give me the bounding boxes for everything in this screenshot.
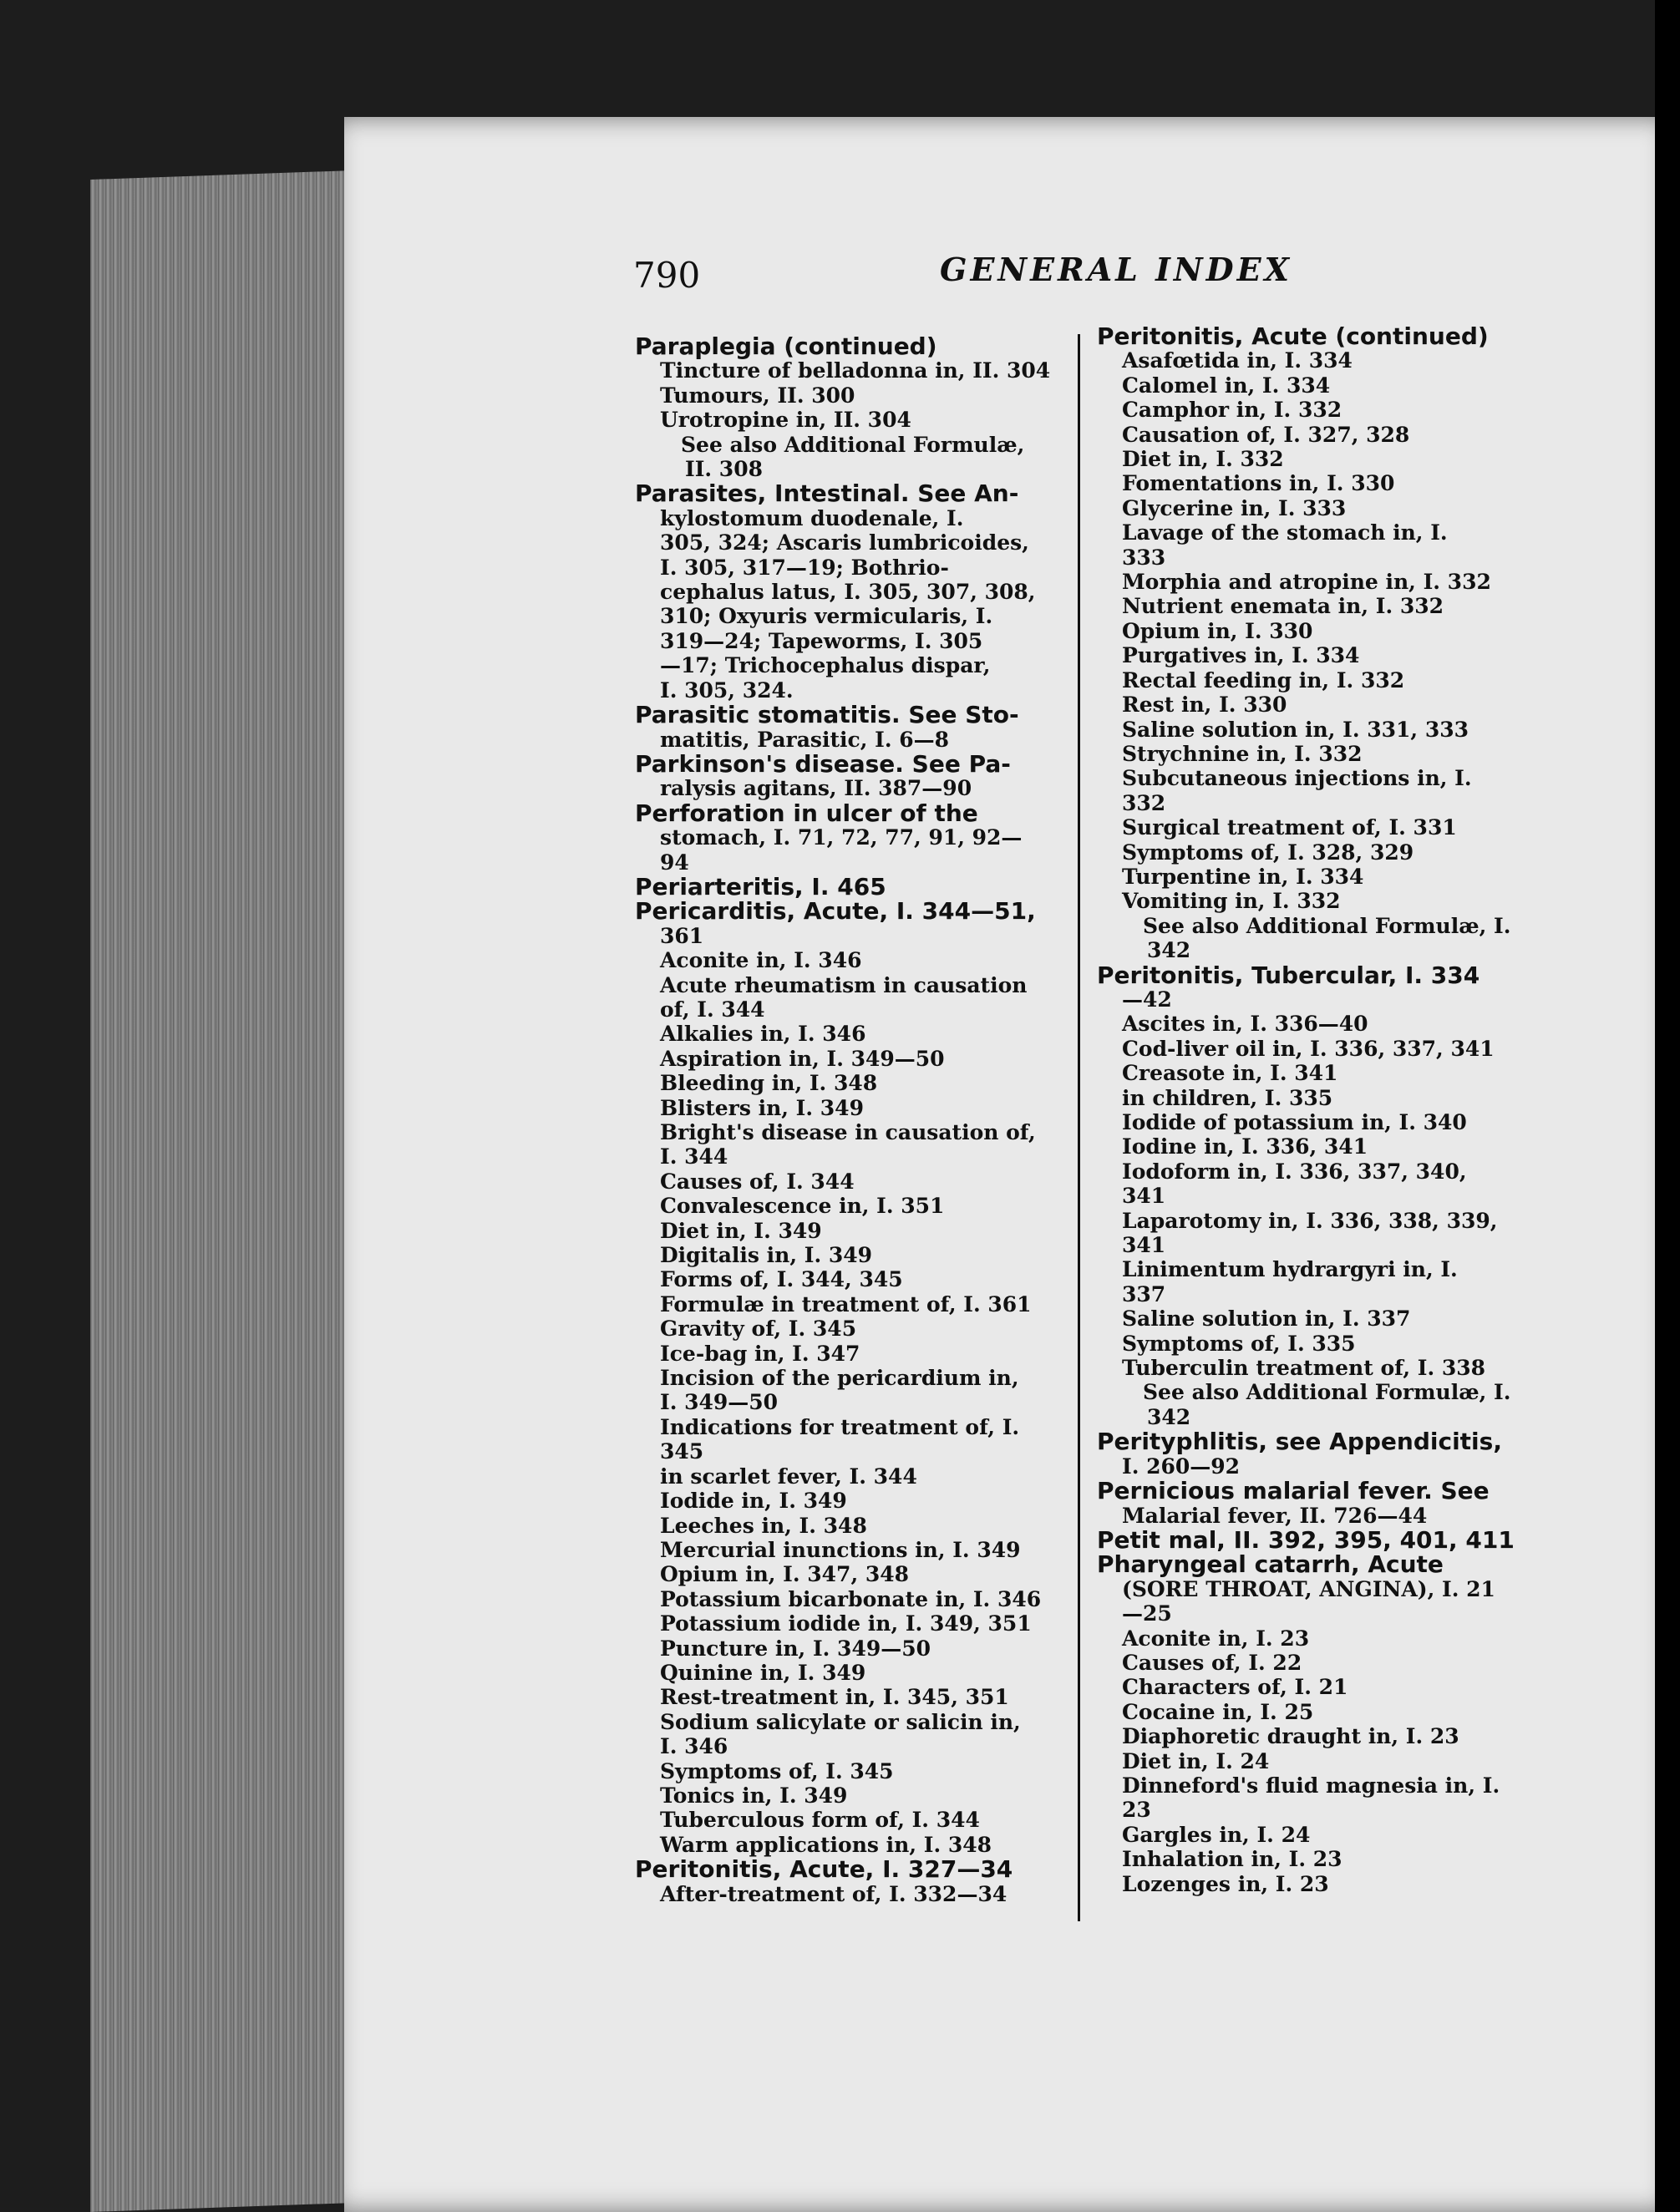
index-entry: Bleeding in, I. 348 <box>660 1071 878 1096</box>
index-entry: Potassium iodide in, I. 349, 351 <box>660 1611 1032 1636</box>
index-entry: Blisters in, I. 349 <box>660 1095 864 1120</box>
index-entry: Diet in, I. 349 <box>660 1218 822 1243</box>
index-entry: Diet in, I. 24 <box>1122 1748 1270 1773</box>
index-entry: 342 <box>1147 1404 1191 1429</box>
index-entry: 345 <box>660 1439 704 1464</box>
index-heading: Pharyngeal catarrh, Acute <box>1097 1550 1444 1579</box>
index-entry: Lozenges in, I. 23 <box>1122 1871 1329 1896</box>
index-entry: Calomel in, I. 334 <box>1122 373 1331 398</box>
index-heading: Periarteritis, I. 465 <box>635 872 886 901</box>
index-entry: 305, 324; Ascaris lumbricoides, <box>660 530 1029 556</box>
index-entry: Characters of, I. 21 <box>1122 1675 1348 1700</box>
index-entry: 337 <box>1122 1281 1166 1306</box>
index-heading: Peritonitis, Acute, I. 327—34 <box>635 1855 1013 1884</box>
index-heading: Pernicious malarial fever. See <box>1097 1477 1490 1505</box>
index-entry: matitis, Parasitic, I. 6—8 <box>660 727 950 752</box>
index-entry: Potassium bicarbonate in, I. 346 <box>660 1586 1042 1611</box>
index-entry: Puncture in, I. 349—50 <box>660 1636 931 1661</box>
index-heading: Pericarditis, Acute, I. 344—51, <box>635 897 1036 926</box>
index-entry: Gargles in, I. 24 <box>1122 1822 1311 1847</box>
index-entry: 361 <box>660 923 704 948</box>
left-index-column <box>635 334 1086 1906</box>
index-entry: Aconite in, I. 23 <box>1122 1626 1310 1651</box>
index-entry: 23 <box>1122 1798 1151 1823</box>
index-entry: 332 <box>1122 790 1166 815</box>
index-entry: I. 260—92 <box>1122 1454 1241 1479</box>
index-entry: Cocaine in, I. 25 <box>1122 1699 1314 1724</box>
index-entry: I. 349—50 <box>660 1390 779 1415</box>
index-entry: Digitalis in, I. 349 <box>660 1243 873 1268</box>
running-head: GENERAL INDEX <box>940 251 1293 288</box>
column-divider <box>1078 334 1080 1921</box>
index-entry: I. 305, 324. <box>660 677 794 703</box>
index-entry: Tonics in, I. 349 <box>660 1783 848 1808</box>
index-entry: Strychnine in, I. 332 <box>1122 741 1363 766</box>
index-entry: Convalescence in, I. 351 <box>660 1194 945 1219</box>
background-edge <box>1655 0 1680 2212</box>
index-entry: I. 305, 317—19; Bothrio- <box>660 555 949 580</box>
index-entry: 319—24; Tapeworms, I. 305 <box>660 628 983 653</box>
index-entry: Glycerine in, I. 333 <box>1122 495 1347 520</box>
index-entry: Surgical treatment of, I. 331 <box>1122 815 1457 840</box>
index-entry: II. 308 <box>685 457 763 482</box>
index-entry: Diaphoretic draught in, I. 23 <box>1122 1724 1459 1749</box>
index-entry: (SORE THROAT, ANGINA), I. 21 <box>1122 1576 1495 1601</box>
index-entry: Ice-bag in, I. 347 <box>660 1341 860 1366</box>
index-heading: Petit mal, II. 392, 395, 401, 411 <box>1097 1525 1515 1554</box>
index-entry: —17; Trichocephalus dispar, <box>660 653 991 678</box>
index-entry: Fomentations in, I. 330 <box>1122 471 1395 496</box>
index-entry: Gravity of, I. 345 <box>660 1317 857 1342</box>
index-entry: See also Additional Formulæ, <box>681 432 1025 457</box>
index-entry: Tumours, II. 300 <box>660 383 855 408</box>
index-entry: Sodium salicylate or salicin in, <box>660 1709 1021 1734</box>
index-entry: Iodoform in, I. 336, 337, 340, <box>1122 1159 1467 1184</box>
index-entry: Bright's disease in causation of, <box>660 1120 1036 1144</box>
index-entry: Symptoms of, I. 335 <box>1122 1331 1356 1356</box>
index-entry: Vomiting in, I. 332 <box>1122 889 1341 914</box>
index-entry: See also Additional Formulæ, I. <box>1143 913 1511 938</box>
index-entry: Cod-liver oil in, I. 336, 337, 341 <box>1122 1036 1495 1061</box>
index-heading: Peritonitis, Acute (continued) <box>1097 322 1489 350</box>
index-entry: Camphor in, I. 332 <box>1122 398 1342 423</box>
index-entry: Forms of, I. 344, 345 <box>660 1267 903 1292</box>
index-entry: Malarial fever, II. 726—44 <box>1122 1503 1428 1528</box>
index-entry: Saline solution in, I. 337 <box>1122 1306 1411 1332</box>
index-entry: Opium in, I. 330 <box>1122 618 1313 643</box>
index-entry: 333 <box>1122 545 1166 570</box>
index-entry: in scarlet fever, I. 344 <box>660 1464 917 1489</box>
index-entry: Iodine in, I. 336, 341 <box>1122 1134 1368 1159</box>
index-heading: Paraplegia (continued) <box>635 332 937 360</box>
index-entry: Leeches in, I. 348 <box>660 1513 867 1538</box>
index-entry: Quinine in, I. 349 <box>660 1660 866 1685</box>
index-entry: Iodide of potassium in, I. 340 <box>1122 1110 1467 1134</box>
index-entry: Symptoms of, I. 328, 329 <box>1122 840 1414 865</box>
index-entry: Subcutaneous injections in, I. <box>1122 766 1472 791</box>
index-entry: in children, I. 335 <box>1122 1085 1333 1110</box>
index-entry: Rest in, I. 330 <box>1122 693 1287 718</box>
index-entry: 94 <box>660 850 689 875</box>
index-entry: Causation of, I. 327, 328 <box>1122 422 1410 447</box>
index-entry: See also Additional Formulæ, I. <box>1143 1380 1511 1405</box>
index-entry: —25 <box>1122 1601 1172 1626</box>
index-entry: of, I. 344 <box>660 997 765 1022</box>
index-entry: Urotropine in, II. 304 <box>660 408 911 433</box>
index-entry: Diet in, I. 332 <box>1122 447 1284 472</box>
index-entry: Acute rheumatism in causation <box>660 972 1028 997</box>
index-entry: Indications for treatment of, I. <box>660 1414 1020 1439</box>
index-entry: Tincture of belladonna in, II. 304 <box>660 358 1051 383</box>
index-entry: Asafœtida in, I. 334 <box>1122 348 1353 373</box>
index-entry: Alkalies in, I. 346 <box>660 1022 866 1047</box>
index-entry: Dinneford's fluid magnesia in, I. <box>1122 1773 1500 1798</box>
index-heading: Parasitic stomatitis. See Sto- <box>635 701 1019 729</box>
index-heading: Peritonitis, Tubercular, I. 334 <box>1097 961 1480 989</box>
index-entry: Purgatives in, I. 334 <box>1122 643 1360 668</box>
index-entry: Creasote in, I. 341 <box>1122 1061 1338 1086</box>
index-entry: —42 <box>1122 987 1172 1012</box>
index-entry: Turpentine in, I. 334 <box>1122 864 1364 889</box>
index-entry: Tuberculous form of, I. 344 <box>660 1808 980 1833</box>
index-entry: Aconite in, I. 346 <box>660 948 862 973</box>
index-entry: ralysis agitans, II. 387—90 <box>660 776 972 801</box>
index-entry: Opium in, I. 347, 348 <box>660 1562 910 1587</box>
index-entry: Iodide in, I. 349 <box>660 1489 847 1514</box>
index-heading: Parasites, Intestinal. See An- <box>635 479 1019 508</box>
right-index-column <box>1097 324 1565 1896</box>
index-entry: Causes of, I. 344 <box>660 1169 855 1194</box>
index-entry: Mercurial inunctions in, I. 349 <box>660 1537 1021 1562</box>
index-entry: Ascites in, I. 336—40 <box>1122 1012 1368 1037</box>
page-number: 790 <box>633 255 701 296</box>
index-entry: I. 346 <box>660 1734 728 1759</box>
index-entry: Lavage of the stomach in, I. <box>1122 520 1448 545</box>
index-heading: Parkinson's disease. See Pa- <box>635 749 1011 778</box>
index-entry: Formulæ in treatment of, I. 361 <box>660 1291 1032 1317</box>
index-entry: 342 <box>1147 938 1191 963</box>
index-entry: stomach, I. 71, 72, 77, 91, 92— <box>660 825 1023 850</box>
index-entry: Aspiration in, I. 349—50 <box>660 1046 945 1071</box>
index-entry: 341 <box>1122 1184 1166 1209</box>
index-entry: Warm applications in, I. 348 <box>660 1832 992 1857</box>
index-entry: kylostomum duodenale, I. <box>660 505 964 530</box>
index-entry: Symptoms of, I. 345 <box>660 1758 894 1783</box>
index-entry: 310; Oxyuris vermicularis, I. <box>660 604 993 629</box>
index-entry: Rectal feeding in, I. 332 <box>1122 667 1405 693</box>
index-entry: Nutrient enemata in, I. 332 <box>1122 594 1444 619</box>
index-entry: Incision of the pericardium in, <box>660 1366 1019 1391</box>
index-entry: Laparotomy in, I. 336, 338, 339, <box>1122 1208 1498 1233</box>
index-entry: Rest-treatment in, I. 345, 351 <box>660 1685 1009 1710</box>
index-entry: I. 344 <box>660 1144 728 1169</box>
index-entry: Morphia and atropine in, I. 332 <box>1122 570 1491 595</box>
index-entry: Saline solution in, I. 331, 333 <box>1122 717 1469 742</box>
index-entry: Causes of, I. 22 <box>1122 1650 1302 1675</box>
index-entry: 341 <box>1122 1233 1166 1258</box>
index-entry: Linimentum hydrargyri in, I. <box>1122 1257 1458 1282</box>
index-heading: Perityphlitis, see Appendicitis, <box>1097 1428 1502 1456</box>
index-entry: Inhalation in, I. 23 <box>1122 1847 1342 1872</box>
index-heading: Perforation in ulcer of the <box>635 799 978 827</box>
index-entry: After-treatment of, I. 332—34 <box>660 1881 1007 1906</box>
index-entry: Tuberculin treatment of, I. 338 <box>1122 1356 1486 1381</box>
index-entry: cephalus latus, I. 305, 307, 308, <box>660 580 1036 605</box>
